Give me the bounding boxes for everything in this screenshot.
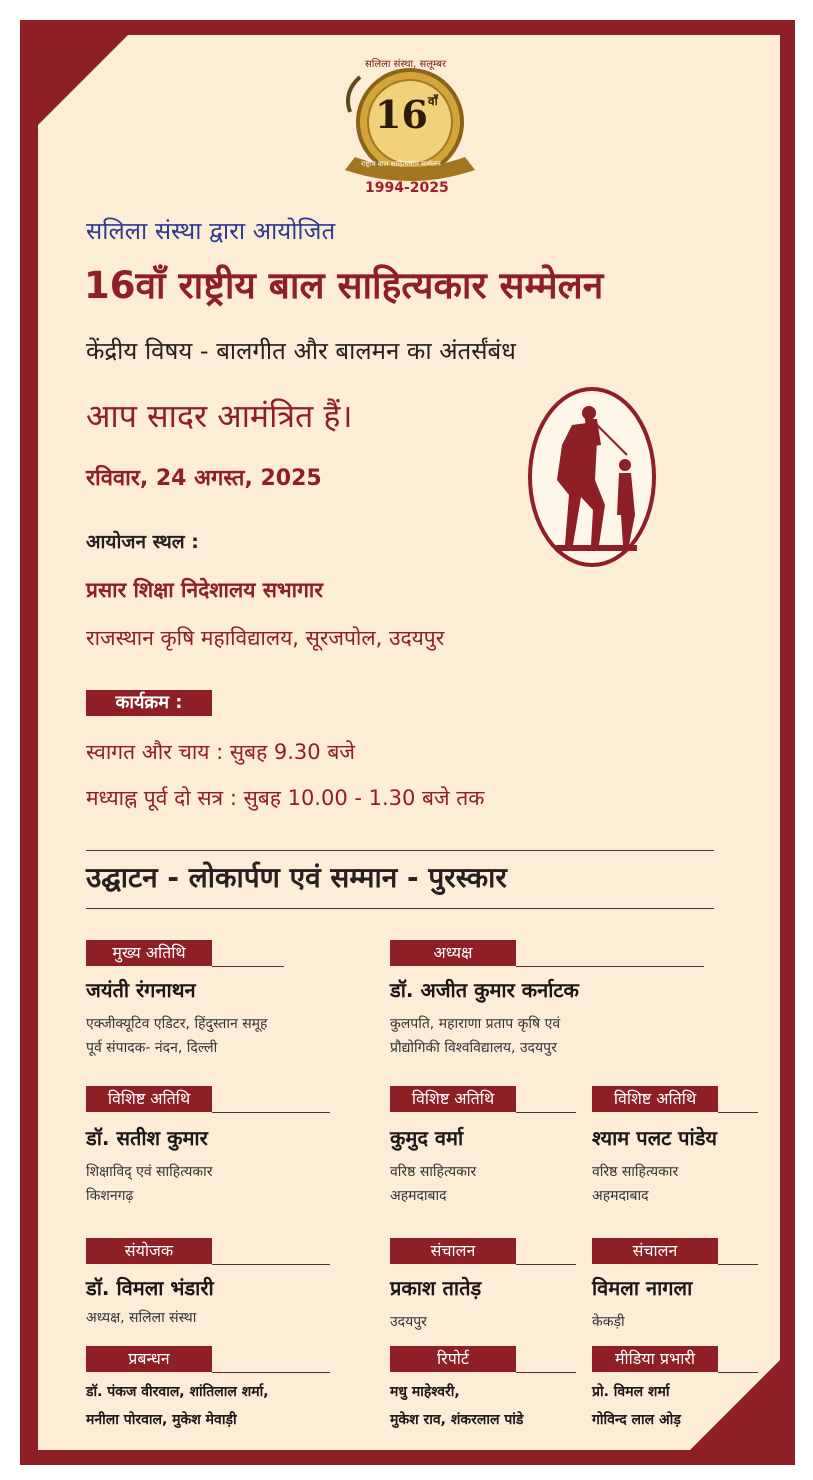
emblem-oval	[527, 385, 657, 570]
special-guest-3-name: श्याम पलट पांडेय	[592, 1126, 718, 1150]
role-underline	[516, 966, 704, 967]
logo-ribbon-text: राष्ट्रीय बाल साहित्यकार सम्मेलन	[361, 160, 441, 168]
chief-guest-line-2: पूर्व संपादक- नंदन, दिल्ली	[86, 1040, 218, 1056]
role-underline	[212, 966, 284, 967]
event-date: रविवार, 24 अगस्त, 2025	[86, 466, 322, 491]
role-special-guest-2: विशिष्ट अतिथि	[390, 1086, 516, 1112]
special-guest-1-name: डॉ. सतीश कुमार	[86, 1126, 208, 1150]
logo-number-suffix: वाँ	[427, 94, 438, 108]
special-guest-3-line-1: वरिष्ठ साहित्यकार	[592, 1164, 679, 1180]
event-theme: केंद्रीय विषय - बालगीत और बालमन का अंतर्संबंध	[86, 337, 516, 365]
role-convener: संयोजक	[86, 1238, 212, 1264]
chief-guest-line-1: एक्जीक्यूटिव एडिटर, हिंदुस्तान समूह	[86, 1016, 268, 1032]
invitation-line: आप सादर आमंत्रित हैं।	[86, 397, 353, 435]
president-name: डॉ. अजीत कुमार कर्नाटक	[390, 978, 579, 1002]
role-underline	[212, 1264, 330, 1265]
role-anchor-2: संचालन	[592, 1238, 718, 1264]
section-divider-bottom	[86, 908, 714, 909]
logo-top-text: सलिला संस्था, सलूम्बर	[365, 59, 447, 70]
role-underline	[516, 1264, 576, 1265]
media-line-1: प्रो. विमल शर्मा	[592, 1384, 670, 1400]
chief-guest-name: जयंती रंगनाथन	[86, 978, 196, 1002]
role-underline	[516, 1372, 576, 1373]
role-underline	[718, 1112, 758, 1113]
role-underline	[212, 1112, 330, 1113]
event-title: 16वाँ राष्ट्रीय बाल साहित्यकार सम्मेलन	[84, 264, 604, 307]
anchor-2-name: विमला नागला	[592, 1276, 693, 1300]
anchor-1-name: प्रकाश तातेड़	[390, 1276, 482, 1300]
role-anchor-1: संचालन	[390, 1238, 516, 1264]
program-line-1: स्वागत और चाय : सुबह 9.30 बजे	[86, 740, 355, 764]
venue-label: आयोजन स्थल :	[86, 531, 199, 553]
report-line-1: मधु माहेश्वरी,	[390, 1384, 460, 1400]
role-president: अध्यक्ष	[390, 940, 516, 966]
role-underline	[212, 1372, 330, 1373]
anchor-1-line-1: उदयपुर	[390, 1314, 427, 1330]
corner-decoration-bottom-right	[690, 1360, 780, 1450]
section-divider-top	[86, 850, 714, 851]
special-guest-2-line-1: वरिष्ठ साहित्यकार	[390, 1164, 477, 1180]
role-underline	[718, 1264, 758, 1265]
management-line-1: डॉ. पंकज वीरवाल, शांतिलाल शर्मा,	[86, 1384, 269, 1400]
logo-years: 1994-2025	[365, 180, 449, 196]
role-underline	[516, 1112, 576, 1113]
role-report: रिपोर्ट	[390, 1346, 516, 1372]
convener-name: डॉ. विमला भंडारी	[86, 1276, 214, 1300]
president-line-2: प्रौद्योगिकी विश्वविद्यालय, उदयपुर	[390, 1040, 557, 1056]
program-line-2: मध्याह्न पूर्व दो सत्र : सुबह 10.00 - 1.30 बजे तक	[86, 786, 485, 810]
role-special-guest-3: विशिष्ट अतिथि	[592, 1086, 718, 1112]
president-line-1: कुलपति, महाराणा प्रताप कृषि एवं	[390, 1016, 561, 1032]
corner-decoration-top-left	[38, 35, 128, 125]
venue-hall: प्रसार शिक्षा निदेशालय सभागार	[86, 578, 323, 602]
media-line-2: गोविन्द लाल ओड़	[592, 1412, 681, 1428]
special-guest-1-line-2: किशनगढ़	[86, 1188, 134, 1204]
special-guest-2-line-2: अहमदाबाद	[390, 1188, 447, 1204]
role-special-guest-1: विशिष्ट अतिथि	[86, 1086, 212, 1112]
horse-rider-emblem-icon	[527, 385, 657, 570]
special-guest-3-line-2: अहमदाबाद	[592, 1188, 649, 1204]
anchor-2-line-1: केकड़ी	[592, 1314, 625, 1330]
management-line-2: मनीला पोरवाल, मुकेश मेवाड़ी	[86, 1412, 237, 1428]
special-guest-1-line-1: शिक्षाविद् एवं साहित्यकार	[86, 1164, 213, 1180]
report-line-2: मुकेश राव, शंकरलाल पांडे	[390, 1412, 524, 1428]
venue-address: राजस्थान कृषि महाविद्यालय, सूरजपोल, उदयपुर	[86, 626, 445, 650]
role-underline	[718, 1372, 758, 1373]
program-label: कार्यक्रम :	[86, 690, 212, 716]
special-guest-2-name: कुमुद वर्मा	[390, 1126, 464, 1150]
role-chief-guest: मुख्य अतिथि	[86, 940, 212, 966]
role-management: प्रबन्धन	[86, 1346, 212, 1372]
logo-number-value: 16	[375, 92, 428, 137]
role-media-incharge: मीडिया प्रभारी	[592, 1346, 718, 1372]
organizer-line: सलिला संस्था द्वारा आयोजित	[86, 217, 336, 245]
convener-line-1: अध्यक्ष, सलिला संस्था	[86, 1310, 197, 1326]
logo-number	[375, 92, 438, 137]
section-heading: उद्घाटन - लोकार्पण एवं सम्मान - पुरस्कार	[86, 861, 507, 894]
